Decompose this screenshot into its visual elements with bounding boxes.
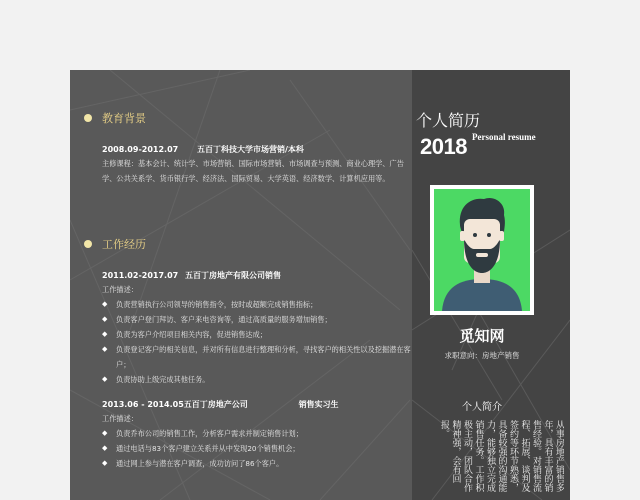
job-2-period: 2013.06 - 2014.05 [102,400,184,409]
list-item: ◆ 通过网上参与潜在客户调查，成功访问了86个客户。 [102,456,414,471]
job-1-desc-label: 工作描述： [102,285,138,294]
diamond-icon: ◆ [102,315,108,323]
avatar [434,189,530,311]
diamond-icon: ◆ [102,330,108,338]
resume-page [70,70,570,500]
education-section-header [84,110,146,126]
profile-sidebar [412,70,570,500]
list-item: ◆ 通过电话与83个客户建立关系并从中发现20个销售机会； [102,441,414,456]
diamond-icon: ◆ [102,300,108,308]
candidate-name: 觅知网 [459,327,505,345]
courses-text: 基本会计、统计学、市场营销、国际市场营销、市场调查与预测、商业心理学、广告学、公共关系学、货币银行学、经济法、国际贸易、大学英语、经济数学、计算机应用等。 [102,159,404,183]
dot-icon [84,240,92,248]
list-item: ◆ 负责客户登门拜访、客户来电咨询等，通过高质量的服务增加销售； [102,312,414,327]
job-2-desc-label: 工作描述： [102,414,138,423]
job-2-duties [102,426,414,471]
education-period: 2008.09-2012.07 [102,145,179,154]
job-2-header [102,399,339,410]
job-1-period: 2011.02-2017.07 [102,271,179,280]
dot-icon [84,114,92,122]
diamond-icon: ◆ [102,375,108,383]
education-title: 教育背景 [102,112,146,125]
job-2-role: 销售实习生 [298,400,339,409]
job-1-duties [102,297,414,387]
resume-year: 2018 [420,134,467,159]
list-item: ◆ 负责营销执行公司领导的销售指令，按时或超额完成销售指标； [102,297,414,312]
education-school: 五百丁科技大学市场营销/本科 [197,145,304,154]
intro-text: 从事房地产销售多年，具有丰富的销售经验。对销售流程、拓展、谈判及签约等环节熟悉，具备较强的沟通能力，能够独立完成销售任务。工作积极主动，团队合作精神强，会有回报。 [439,420,564,492]
list-item: ◆ 负责协助上级完成其他任务。 [102,372,414,387]
work-title: 工作经历 [102,238,146,251]
job-intention-label: 求职意向： [444,351,482,360]
job-2-company: 五百丁房地产公司 [183,400,248,409]
job-1-header [102,270,281,281]
job-1-company: 五百丁房地产有限公司销售 [185,271,281,280]
work-section-header [84,236,146,252]
job-intention-value: 房地产销售 [482,351,520,360]
diamond-icon: ◆ [102,345,108,353]
education-courses [102,156,407,186]
diamond-icon: ◆ [102,444,108,452]
bearded-man-avatar-icon [434,189,530,311]
resume-title-cn: 个人简历 [416,111,481,130]
list-item: ◆ 负责为客户介绍项目相关内容，促进销售达成； [102,327,414,342]
courses-label: 主修课程： [102,159,138,168]
intro-title: 个人简介 [462,402,502,413]
photo-frame [430,185,534,315]
job-intention [412,350,552,361]
diamond-icon: ◆ [102,429,108,437]
diamond-icon: ◆ [102,459,108,467]
resume-title-en: Personal resume [472,132,536,142]
education-entry-header [102,144,304,155]
list-item: ◆ 负责登记客户的相关信息，并对所有信息进行整理和分析，寻找客户的相关性以及挖掘潜在客户； [102,342,414,372]
list-item: ◆ 负责乔布公司的销售工作，分析客户需求并制定销售计划； [102,426,414,441]
